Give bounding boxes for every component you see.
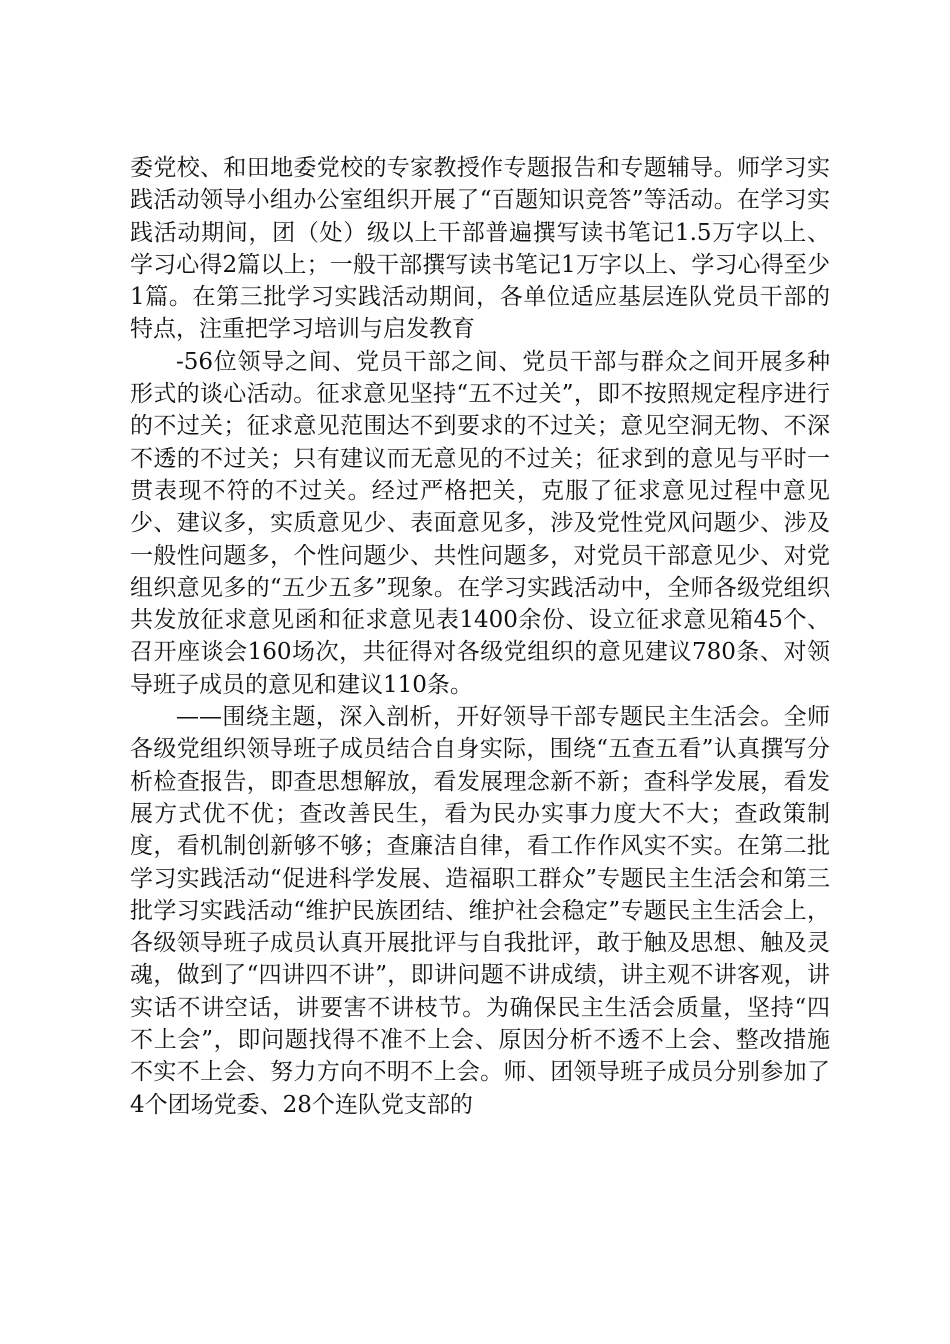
paragraph-study-activities: 委党校、和田地委党校的专家教授作专题报告和专题辅导。师学习实践活动领导小组办公室组织开展了“百题知识竞答”等活动。在学习实践活动期间，团（处）级以上干部普遍撰写读书笔记1.5万字以上、学习心得2篇以上；一般干部撰写读书笔记1万字以上、学习心得至少1篇。在第三批学习实践活动期间，各单位适应基层连队党员干部的特点，注重把学习培训与启发教育 — [130, 155, 830, 343]
paragraph-soliciting-opinions: -56位领导之间、党员干部之间、党员干部与群众之间开展多种形式的谈心活动。征求意见坚持“五不过关”，即不按照规定程序进行的不过关；征求意见范围达不到要求的不过关；意见空洞无物、不深不透的不过关；只有建议而无意见的不过关；征求到的意见与平时一贯表现不符的不过关。经过严格把关，克服了征求意见过程中意见少、建议多，实质意见少、表面意见多，涉及党性党风问题少、涉及一般性问题多，个性问题少、共性问题多，对党员干部意见少、对党组织意见多的“五少五多”现象。在学习实践活动中，全师各级党组织共发放征求意见函和征求意见表1400余份、设立征求意见箱45个、召开座谈会160场次，共征得对各级党组织的意见建议780条、对领导班子成员的意见和建议110条。 — [130, 348, 830, 698]
paragraph-democratic-life-meeting: ——围绕主题，深入剖析，开好领导干部专题民主生活会。全师各级党组织领导班子成员结合自身实际，围绕“五查五看”认真撰写分析检查报告，即查思想解放，看发展理念新不新；查科学发展，看发展方式优不优；查改善民生，看为民办实事力度大不大；查政策制度，看机制创新够不够；查廉洁自律，看工作作风实不实。在第二批学习实践活动“促进科学发展、造福职工群众”专题民主生活会和第三批学习实践活动“维护民族团结、维护社会稳定”专题民主生活会上，各级领导班子成员认真开展批评与自我批评，敢于触及思想、触及灵魂，做到了“四讲四不讲”，即讲问题不讲成绩，讲主观不讲客观，讲实话不讲空话，讲要害不讲枝节。为确保民主生活会质量，坚持“四不上会”，即问题找得不准不上会、原因分析不透不上会、整改措施不实不上会、努力方向不明不上会。师、团领导班子成员分别参加了4个团场党委、28个连队党支部的 — [130, 704, 830, 1118]
body-text — [130, 152, 830, 1121]
